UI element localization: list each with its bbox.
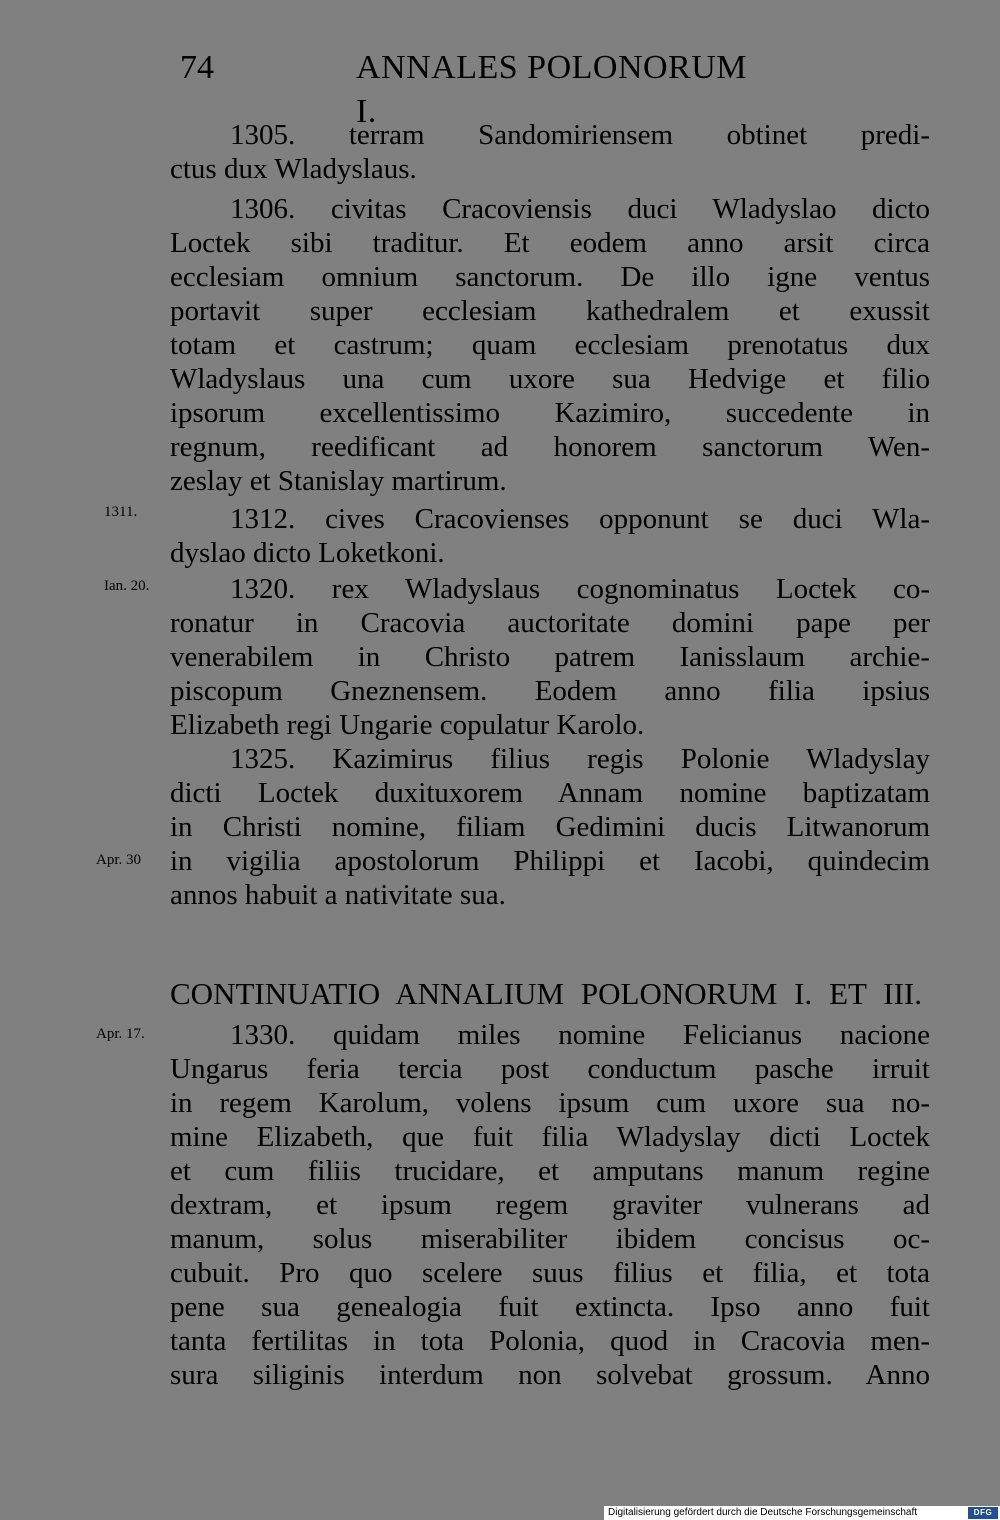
text-line: pene sua genealogia fuit extincta. Ipso anno fuit: [170, 1291, 930, 1323]
text-line: cubuit. Pro quo scelere suus filius et filia, et tota: [170, 1257, 930, 1289]
margin-note-apr-17: Apr. 17.: [96, 1026, 145, 1042]
text-line: in vigilia apostolorum Philippi et Iacobi, quindecim: [170, 845, 930, 877]
text-line: dicti Loctek duxituxorem Annam nomine baptizatam: [170, 777, 930, 809]
text-line: Loctek sibi traditur. Et eodem anno arsit circa: [170, 227, 930, 259]
text-line: 1330. quidam miles nomine Felicianus nacione: [230, 1019, 930, 1051]
text-line: 1312. cives Cracovienses opponunt se duci Wla-: [230, 503, 930, 535]
text-line: et cum filiis trucidare, et amputans manum regine: [170, 1155, 930, 1187]
text-line: portavit super ecclesiam kathedralem et exussit: [170, 295, 930, 327]
text-line: 1306. civitas Cracoviensis duci Wladyslao dicto: [230, 193, 930, 225]
page-number: 74: [180, 49, 214, 86]
margin-note-1311: 1311.: [104, 504, 138, 520]
text-line: in Christi nomine, filiam Gedimini ducis Litwanorum: [170, 811, 930, 843]
running-head: [180, 46, 760, 130]
dfg-logo: DFG: [968, 1507, 998, 1519]
text-line: ctus dux Wladyslaus.: [170, 153, 417, 185]
text-line: regnum, reedificant ad honorem sanctorum Wen-: [170, 431, 930, 463]
text-line: manum, solus miserabiliter ibidem concisus oc-: [170, 1223, 930, 1255]
text-line: tanta fertilitas in tota Polonia, quod in Cracovia men-: [170, 1325, 930, 1357]
text-line: sura siliginis interdum non solvebat grossum. Anno: [170, 1359, 930, 1391]
text-line: 1320. rex Wladyslaus cognominatus Loctek co-: [230, 573, 930, 605]
text-line: venerabilem in Christo patrem Ianisslaum archie-: [170, 641, 930, 673]
text-line: mine Elizabeth, que fuit filia Wladyslay dicti Loctek: [170, 1121, 930, 1153]
text-line: Ungarus feria tercia post conductum pasche irruit: [170, 1053, 930, 1085]
text-line: 1325. Kazimirus filius regis Polonie Wladyslay: [230, 743, 930, 775]
text-line: ecclesiam omnium sanctorum. De illo igne ventus: [170, 261, 930, 293]
text-line: piscopum Gneznensem. Eodem anno filia ipsius: [170, 675, 930, 707]
section-heading: CONTINUATIO ANNALIUM POLONORUM I. ET III.: [170, 976, 922, 1011]
margin-note-ian-20: Ian. 20.: [104, 578, 150, 594]
text-line: dextram, et ipsum regem graviter vulnerans ad: [170, 1189, 930, 1221]
digitization-credit-bar: [604, 1506, 1000, 1520]
text-line: 1305. terram Sandomiriensem obtinet predi-: [230, 119, 930, 151]
text-line: Elizabeth regi Ungarie copulatur Karolo.: [170, 709, 645, 741]
running-title: ANNALES POLONORUM I.: [356, 49, 748, 130]
margin-note-apr-30: Apr. 30: [96, 852, 141, 868]
text-line: dyslao dicto Loketkoni.: [170, 537, 445, 569]
text-line: ipsorum excellentissimo Kazimiro, succedente in: [170, 397, 930, 429]
text-line: Wladyslaus una cum uxore sua Hedvige et filio: [170, 363, 930, 395]
text-line: in regem Karolum, volens ipsum cum uxore sua no-: [170, 1087, 930, 1119]
text-line: zeslay et Stanislay martirum.: [170, 465, 507, 497]
text-line: totam et castrum; quam ecclesiam prenotatus dux: [170, 329, 930, 361]
text-line: annos habuit a nativitate sua.: [170, 879, 506, 911]
digitization-credit: Digitalisierung gefördert durch die Deutsche Forschungsgemeinschaft: [608, 1507, 918, 1518]
text-line: ronatur in Cracovia auctoritate domini pape per: [170, 607, 930, 639]
